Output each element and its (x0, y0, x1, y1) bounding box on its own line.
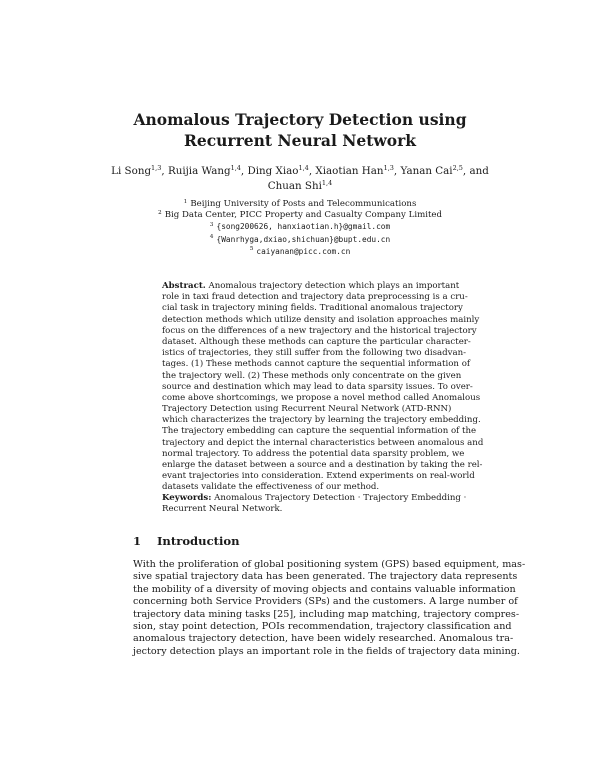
abstract-line: trajectory and depict the internal characteristics between anomalous and (162, 437, 484, 448)
title-line-2: Recurrent Neural Network (183, 131, 417, 150)
abstract-line: which characterizes the trajectory by learning the trajectory embedding. (162, 415, 481, 426)
paper-title (0, 109, 600, 151)
author-list (0, 164, 600, 194)
affiliation-item (0, 210, 600, 221)
keywords (162, 493, 467, 515)
author-sep: , (161, 165, 168, 177)
email-text: {song200626, hanxiaotian.h}@gmail.com (216, 222, 391, 232)
affiliation-sup: 1 (183, 198, 188, 205)
body-line: trajectory data mining tasks [25], including map matching, trajectory compres- (133, 608, 520, 620)
abstract (162, 281, 484, 494)
body-line: sive spatial trajectory data has been generated. The trajectory data represents (133, 571, 518, 583)
section-number: 1 (133, 534, 142, 548)
body-line: concerning both Service Providers (SPs) and the customers. A large number of (133, 596, 518, 608)
keywords-line (162, 493, 467, 504)
abstract-line: evant trajectories into consideration. Extend experiments on real-world (162, 471, 475, 482)
author-sep: , (240, 165, 248, 177)
abstract-line: The trajectory embedding can capture the sequential information of the (162, 426, 477, 437)
body-line: With the proliferation of global positioning system (GPS) based equipment, mas- (133, 559, 526, 570)
affiliation-sup: 5 (249, 246, 254, 253)
author-line-2 (0, 179, 600, 194)
abstract-line: istics of trajectories, they still suffer from the following two disadvan- (162, 348, 467, 359)
author-affil-sup: 1,4 (230, 164, 241, 172)
affiliation-list (0, 199, 600, 258)
affiliation-sup: 4 (209, 234, 214, 241)
affiliation-text: Beijing University of Posts and Telecommunications (190, 199, 417, 209)
author-name: Ding Xiao (247, 165, 299, 177)
affiliation-email (0, 221, 600, 233)
affiliation-item (0, 199, 600, 210)
abstract-label: Abstract. (162, 281, 206, 291)
abstract-text: Anomalous trajectory detection which plays an important (208, 281, 460, 291)
author-affil-sup: 1,3 (151, 164, 162, 172)
abstract-line: detection methods which utilize density and isolation approaches mainly (162, 314, 480, 325)
author-sep: , and (462, 165, 489, 177)
abstract-line: dataset. Although these methods can capture the particular character- (162, 336, 471, 347)
author-name: Xiaotian Han (315, 165, 384, 177)
abstract-line: focus on the differences of a new trajectory and the historical trajectory (162, 325, 477, 336)
abstract-line: normal trajectory. To address the potential data sparsity problem, we (162, 448, 465, 459)
author-name: Li Song (111, 165, 152, 177)
section-heading (133, 534, 240, 548)
title-line-1: Anomalous Trajectory Detection using (133, 110, 467, 129)
abstract-line: source and destination which may lead to data sparsity issues. To over- (162, 381, 473, 392)
author-affil-sup: 1,4 (321, 179, 333, 187)
author-name: Ruijia Wang (167, 165, 231, 177)
author-affil-sup: 1,4 (298, 164, 309, 172)
affiliation-sup: 2 (157, 209, 162, 216)
author-line-1 (0, 164, 600, 179)
email-text: caiyanan@picc.com.cn (256, 246, 351, 256)
abstract-line: cial task in trajectory mining fields. Traditional anomalous trajectory (162, 303, 463, 314)
keywords-line: Recurrent Neural Network. (162, 504, 283, 515)
keywords-label: Keywords: (162, 493, 212, 503)
email-text: {Wanrhyga,dxiao,shichuan}@bupt.edu.cn (216, 234, 391, 244)
abstract-line: the trajectory well. (2) These methods only concentrate on the given (162, 370, 462, 381)
section-title: Introduction (157, 534, 240, 548)
abstract-line: tages. (1) These methods cannot capture the sequential information of (162, 359, 471, 370)
author-name: Yanan Cai (400, 165, 453, 177)
body-line: sion, stay point detection, POIs recommendation, trajectory classification and (133, 620, 512, 632)
abstract-line: come above shortcomings, we propose a novel method called Anomalous (162, 392, 481, 403)
keywords-text: Anomalous Trajectory Detection · Trajectory Embedding · (214, 493, 467, 503)
affiliation-email (0, 234, 600, 246)
introduction-paragraph (133, 559, 526, 658)
abstract-line: role in taxi fraud detection and trajectory data preprocessing is a cru- (162, 292, 468, 303)
author-sep: , (308, 165, 316, 177)
author-name: Chuan Shi (267, 180, 322, 192)
abstract-line: datasets validate the effectiveness of our method. (162, 482, 380, 493)
affiliation-email (0, 246, 600, 258)
affiliation-text: Big Data Center, PICC Property and Casualty Company Limited (164, 210, 443, 221)
body-line: the mobility of a diversity of moving objects and contains valuable information (133, 583, 516, 595)
abstract-line: Trajectory Detection using Recurrent Neural Network (ATD-RNN) (162, 404, 452, 415)
abstract-line (162, 281, 460, 292)
body-line: anomalous trajectory detection, have been widely researched. Anomalous tra- (133, 633, 514, 645)
abstract-line: enlarge the dataset between a source and a destination by taking the rel- (162, 460, 483, 470)
affiliation-sup: 3 (209, 221, 214, 228)
author-sep: , (393, 165, 401, 177)
author-affil-sup: 1,3 (383, 164, 394, 172)
author-affil-sup: 2,5 (452, 164, 463, 172)
body-line: jectory detection plays an important role in the fields of trajectory data mining. (133, 645, 520, 657)
